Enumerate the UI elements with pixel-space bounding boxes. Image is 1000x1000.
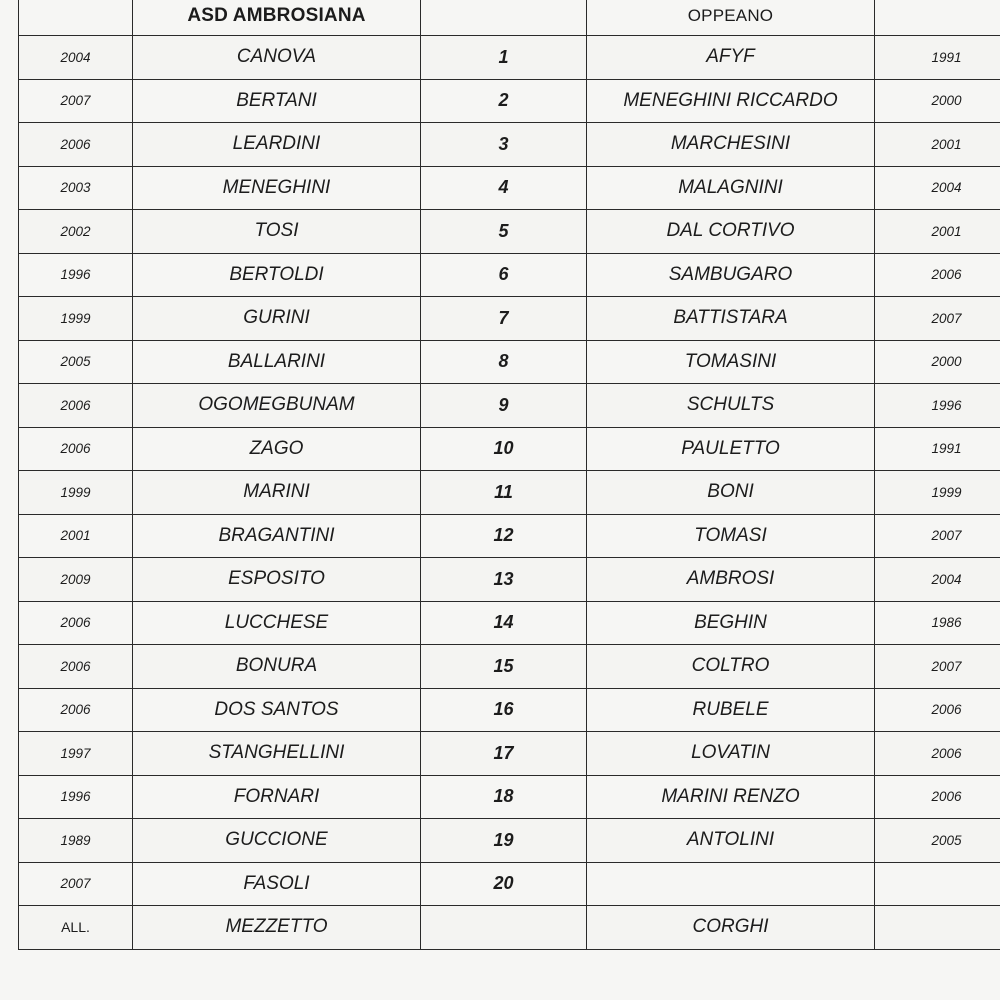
team-a-birth-year: 2005 xyxy=(19,340,133,384)
team-b-birth-year: 2004 xyxy=(875,558,1000,602)
team-b-player-name: AFYF xyxy=(587,36,875,80)
team-b-birth-year: 2005 xyxy=(875,819,1000,863)
team-a-birth-year: 2006 xyxy=(19,123,133,167)
team-a-birth-year: 1999 xyxy=(19,471,133,515)
team-b-player-name: TOMASI xyxy=(587,514,875,558)
team-b-player-name: BEGHIN xyxy=(587,601,875,645)
table-row xyxy=(19,775,1000,819)
table-row xyxy=(19,645,1000,689)
team-b-birth-year: 2004 xyxy=(875,166,1000,210)
table-row xyxy=(19,601,1000,645)
team-a-birth-year: 2006 xyxy=(19,645,133,689)
team-a-player-name: GUCCIONE xyxy=(133,819,421,863)
team-b-player-name: COLTRO xyxy=(587,645,875,689)
team-a-player-name: BONURA xyxy=(133,645,421,689)
lineup-table xyxy=(18,0,1000,950)
team-b-player-name: MARCHESINI xyxy=(587,123,875,167)
shirt-number: 10 xyxy=(421,427,587,471)
table-header xyxy=(19,0,1000,36)
team-a-player-name: BALLARINI xyxy=(133,340,421,384)
table-row xyxy=(19,862,1000,906)
table-row xyxy=(19,297,1000,341)
shirt-number: 5 xyxy=(421,210,587,254)
shirt-number: 13 xyxy=(421,558,587,602)
team-b-birth-year xyxy=(875,862,1000,906)
team-b-birth-year: 2007 xyxy=(875,297,1000,341)
table-row xyxy=(19,384,1000,428)
table-row xyxy=(19,688,1000,732)
team-a-birth-year: 1996 xyxy=(19,775,133,819)
team-b-birth-year: 1991 xyxy=(875,36,1000,80)
shirt-number: 11 xyxy=(421,471,587,515)
team-a-player-name: CANOVA xyxy=(133,36,421,80)
team-a-birth-year: 2009 xyxy=(19,558,133,602)
shirt-number: 9 xyxy=(421,384,587,428)
team-b-birth-year: 2007 xyxy=(875,514,1000,558)
shirt-number: 12 xyxy=(421,514,587,558)
team-a-birth-year: 2006 xyxy=(19,601,133,645)
team-a-birth-year: 2006 xyxy=(19,427,133,471)
team-a-title: ASD AMBROSIANA xyxy=(133,0,421,36)
table-row xyxy=(19,166,1000,210)
team-b-title: OPPEANO xyxy=(587,0,875,36)
team-b-birth-year: 2006 xyxy=(875,775,1000,819)
team-a-player-name: LUCCHESE xyxy=(133,601,421,645)
team-b-player-name: DAL CORTIVO xyxy=(587,210,875,254)
team-b-birth-year: 2007 xyxy=(875,645,1000,689)
team-b-coach-name: CORGHI xyxy=(587,906,875,950)
team-b-player-name: MARINI RENZO xyxy=(587,775,875,819)
shirt-number: 19 xyxy=(421,819,587,863)
table-row xyxy=(19,210,1000,254)
team-a-birth-year: 1989 xyxy=(19,819,133,863)
table-row xyxy=(19,123,1000,167)
table-row xyxy=(19,427,1000,471)
team-b-player-name: SCHULTS xyxy=(587,384,875,428)
team-a-player-name: MARINI xyxy=(133,471,421,515)
team-a-player-name: LEARDINI xyxy=(133,123,421,167)
table-row xyxy=(19,732,1000,776)
team-a-player-name: ZAGO xyxy=(133,427,421,471)
table-row xyxy=(19,79,1000,123)
team-b-player-name: MENEGHINI RICCARDO xyxy=(587,79,875,123)
shirt-number: 16 xyxy=(421,688,587,732)
header-blank-left xyxy=(19,0,133,36)
team-a-player-name: BERTOLDI xyxy=(133,253,421,297)
team-b-birth-year: 2006 xyxy=(875,732,1000,776)
team-b-player-name: SAMBUGARO xyxy=(587,253,875,297)
shirt-number: 2 xyxy=(421,79,587,123)
team-a-player-name: OGOMEGBUNAM xyxy=(133,384,421,428)
table-row xyxy=(19,253,1000,297)
staff-blank-right xyxy=(875,906,1000,950)
team-a-player-name: STANGHELLINI xyxy=(133,732,421,776)
team-a-coach-name: MEZZETTO xyxy=(133,906,421,950)
team-a-birth-year: 2007 xyxy=(19,862,133,906)
team-b-birth-year: 2001 xyxy=(875,210,1000,254)
header-blank-middle xyxy=(421,0,587,36)
team-b-player-name: RUBELE xyxy=(587,688,875,732)
shirt-number: 7 xyxy=(421,297,587,341)
team-b-player-name xyxy=(587,862,875,906)
team-b-player-name: BATTISTARA xyxy=(587,297,875,341)
shirt-number: 8 xyxy=(421,340,587,384)
team-a-player-name: FORNARI xyxy=(133,775,421,819)
team-b-player-name: BONI xyxy=(587,471,875,515)
team-a-birth-year: 1999 xyxy=(19,297,133,341)
staff-blank-middle xyxy=(421,906,587,950)
table-row xyxy=(19,340,1000,384)
team-a-player-name: MENEGHINI xyxy=(133,166,421,210)
team-b-birth-year: 1991 xyxy=(875,427,1000,471)
team-b-player-name: ANTOLINI xyxy=(587,819,875,863)
table-row xyxy=(19,471,1000,515)
staff-row xyxy=(19,906,1000,950)
team-a-player-name: DOS SANTOS xyxy=(133,688,421,732)
shirt-number: 15 xyxy=(421,645,587,689)
team-a-player-name: FASOLI xyxy=(133,862,421,906)
table-row xyxy=(19,558,1000,602)
team-a-player-name: TOSI xyxy=(133,210,421,254)
team-a-birth-year: 2003 xyxy=(19,166,133,210)
team-b-player-name: MALAGNINI xyxy=(587,166,875,210)
team-a-birth-year: 2001 xyxy=(19,514,133,558)
team-a-player-name: BRAGANTINI xyxy=(133,514,421,558)
shirt-number: 18 xyxy=(421,775,587,819)
shirt-number: 17 xyxy=(421,732,587,776)
team-b-birth-year: 1986 xyxy=(875,601,1000,645)
shirt-number: 20 xyxy=(421,862,587,906)
team-a-birth-year: 1996 xyxy=(19,253,133,297)
header-row xyxy=(19,0,1000,36)
team-b-birth-year: 2001 xyxy=(875,123,1000,167)
team-b-birth-year: 1996 xyxy=(875,384,1000,428)
shirt-number: 3 xyxy=(421,123,587,167)
table-row xyxy=(19,36,1000,80)
team-a-birth-year: 2007 xyxy=(19,79,133,123)
team-b-player-name: TOMASINI xyxy=(587,340,875,384)
team-b-player-name: LOVATIN xyxy=(587,732,875,776)
table-row xyxy=(19,514,1000,558)
shirt-number: 4 xyxy=(421,166,587,210)
team-b-birth-year: 1999 xyxy=(875,471,1000,515)
header-blank-right xyxy=(875,0,1000,36)
team-a-player-name: ESPOSITO xyxy=(133,558,421,602)
team-a-player-name: BERTANI xyxy=(133,79,421,123)
table-body xyxy=(19,36,1000,950)
team-a-birth-year: 2002 xyxy=(19,210,133,254)
team-a-birth-year: 1997 xyxy=(19,732,133,776)
team-b-birth-year: 2000 xyxy=(875,79,1000,123)
shirt-number: 6 xyxy=(421,253,587,297)
team-b-player-name: PAULETTO xyxy=(587,427,875,471)
shirt-number: 14 xyxy=(421,601,587,645)
team-b-birth-year: 2006 xyxy=(875,688,1000,732)
team-b-player-name: AMBROSI xyxy=(587,558,875,602)
team-a-birth-year: 2004 xyxy=(19,36,133,80)
team-a-birth-year: 2006 xyxy=(19,384,133,428)
team-a-player-name: GURINI xyxy=(133,297,421,341)
team-b-birth-year: 2006 xyxy=(875,253,1000,297)
table-row xyxy=(19,819,1000,863)
team-b-birth-year: 2000 xyxy=(875,340,1000,384)
shirt-number: 1 xyxy=(421,36,587,80)
staff-label: ALL. xyxy=(19,906,133,950)
team-a-birth-year: 2006 xyxy=(19,688,133,732)
